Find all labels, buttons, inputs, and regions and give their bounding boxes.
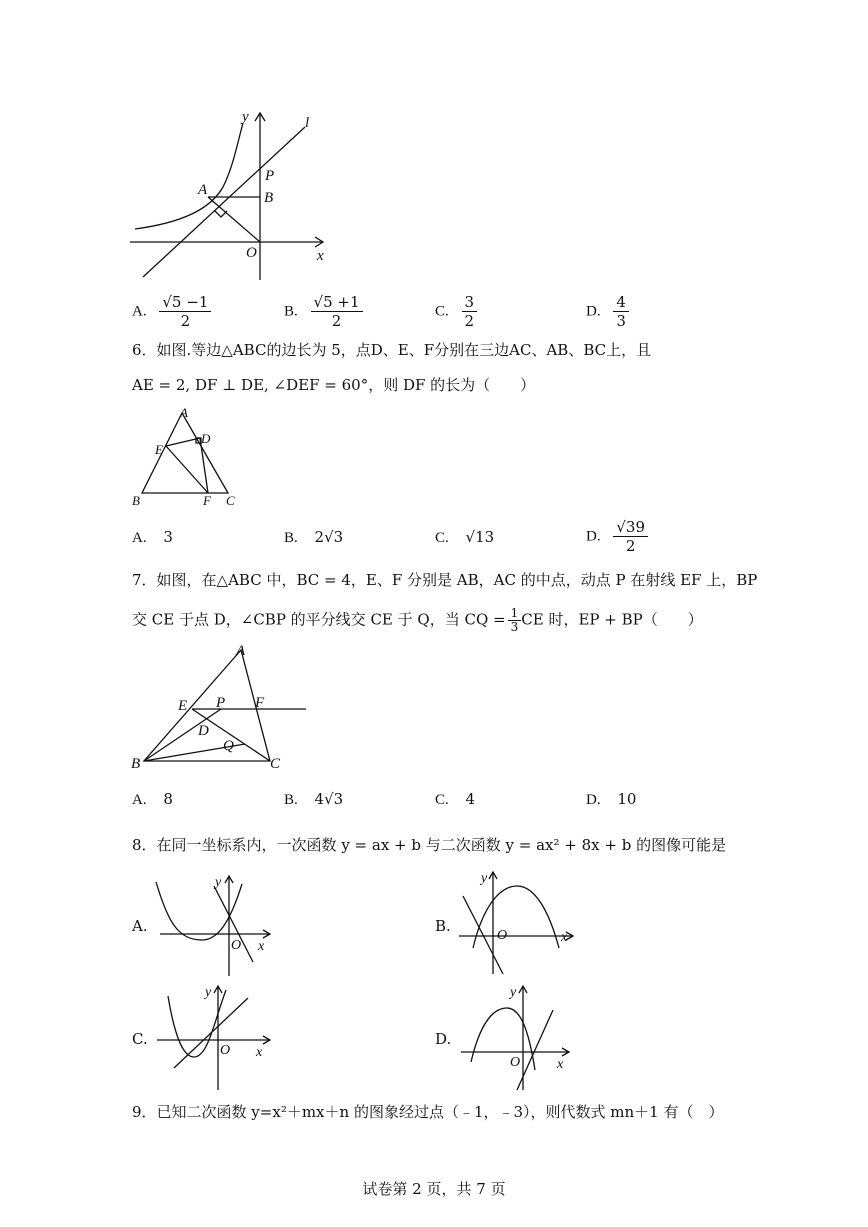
fig7-c-label: C <box>270 756 281 772</box>
option-letter: C. <box>435 792 449 808</box>
fig5-l-label: l <box>305 115 310 131</box>
q8-option-d-letter: D. <box>435 1030 452 1048</box>
graph-d-x-label: x <box>557 1057 564 1072</box>
fig5-x-label: x <box>317 248 324 264</box>
option-numerator: 3 <box>462 293 478 312</box>
q5-option-d[interactable] <box>586 293 629 330</box>
option-letter: B. <box>284 530 298 546</box>
q7-line2-end: CE 时，EP + BP（ ） <box>521 610 703 629</box>
fig6-c-label: C <box>226 493 235 508</box>
option-text: 10 <box>617 790 637 808</box>
q8-option-a-letter: A. <box>132 917 148 935</box>
q5-option-c[interactable] <box>435 293 477 330</box>
option-denominator: 2 <box>625 537 636 555</box>
q5-figure <box>125 105 335 290</box>
q8-graph-a[interactable] <box>150 872 275 980</box>
graph-d-y-label: y <box>510 985 517 1000</box>
graph-b-y-label: y <box>481 871 488 886</box>
q8-graph-c[interactable] <box>152 982 277 1094</box>
q6-option-a[interactable] <box>132 528 173 547</box>
fig7-e-label: E <box>178 698 188 714</box>
option-letter: D. <box>586 303 601 320</box>
graph-d-o-label: O <box>510 1055 521 1070</box>
q8-option-b-letter: B. <box>435 917 451 935</box>
q8-line1: 8．在同一坐标系内，一次函数 y = ax + b 与二次函数 y = ax² + 8x + b 的图像可能是 <box>132 836 727 854</box>
option-letter: A. <box>132 530 147 546</box>
page-footer: 试卷第 2 页，共 7 页 <box>362 1180 506 1198</box>
q8-option-c-letter: C. <box>132 1030 148 1048</box>
fig5-a-label: A <box>198 182 208 198</box>
fig7-f-label: F <box>255 695 265 711</box>
graph-b-x-label: x <box>561 930 568 945</box>
option-denominator: 2 <box>180 312 191 330</box>
option-numerator: √5 +1 <box>311 293 363 312</box>
option-letter: D. <box>586 792 601 808</box>
fig6-e-label: E <box>155 442 163 457</box>
q6-figure <box>128 405 248 510</box>
q8-graph-d[interactable] <box>457 982 582 1094</box>
graph-c-o-label: O <box>220 1043 231 1058</box>
option-letter: C. <box>435 303 449 320</box>
option-text: 4√3 <box>314 790 344 808</box>
q7-fraction-den: 3 <box>510 620 519 634</box>
q6-line2: AE = 2, DF ⊥ DE, ∠DEF = 60°，则 DF 的长为（ ） <box>132 376 536 394</box>
option-letter: C. <box>435 530 449 546</box>
q7-line2-start: 交 CE 于点 D，∠CBP 的平分线交 CE 于 Q，当 CQ = <box>132 610 506 629</box>
fig5-p-label: P <box>265 168 275 184</box>
option-letter: B. <box>284 792 298 808</box>
graph-a-x-label: x <box>258 939 265 954</box>
q7-line1: 7．如图，在△ABC 中，BC = 4，E、F 分别是 AB，AC 的中点，动点 P 在射线 EF 上，BP <box>132 571 758 589</box>
q8-graph-b[interactable] <box>455 866 580 978</box>
option-text: √13 <box>465 528 495 546</box>
option-denominator: 2 <box>464 312 475 330</box>
q7-figure <box>128 640 313 775</box>
q6-line1: 6．如图.等边△ABC的边长为 5，点D、E、F分别在三边AC、AB、BC上，且 <box>132 341 652 359</box>
q7-option-a[interactable] <box>132 790 173 809</box>
fig5-y-label: y <box>242 109 249 125</box>
graph-c-x-label: x <box>256 1045 263 1060</box>
option-denominator: 2 <box>331 312 342 330</box>
option-letter: A. <box>132 792 147 808</box>
q6-option-d[interactable] <box>586 518 648 555</box>
option-numerator: 4 <box>613 293 629 312</box>
option-letter: B. <box>284 303 298 320</box>
q7-fraction-num: 1 <box>508 607 522 621</box>
q7-option-c[interactable] <box>435 790 475 809</box>
fig6-b-label: B <box>132 493 140 508</box>
option-letter: A. <box>132 303 147 320</box>
q5-option-a[interactable] <box>132 293 211 330</box>
option-numerator: √5 −1 <box>159 293 211 312</box>
option-text: 4 <box>465 790 476 808</box>
q7-option-b[interactable] <box>284 790 343 809</box>
graph-a-o-label: O <box>231 938 242 953</box>
option-text: 2√3 <box>314 528 344 546</box>
fig7-d-label: D <box>198 723 209 739</box>
graph-c-y-label: y <box>205 985 212 1000</box>
fig7-q-label: Q <box>223 738 234 754</box>
option-letter: D. <box>586 528 601 545</box>
graph-a-y-label: y <box>215 875 222 890</box>
q6-option-c[interactable] <box>435 528 494 547</box>
fig5-b-label: B <box>264 190 274 206</box>
fig5-o-label: O <box>246 245 257 261</box>
fig7-a-label: A <box>236 643 246 659</box>
fig7-b-label: B <box>131 756 141 772</box>
option-text: 3 <box>163 528 173 546</box>
q7-option-d[interactable] <box>586 790 636 809</box>
option-denominator: 3 <box>616 312 626 330</box>
q7-line2 <box>132 607 703 634</box>
q9-line1: 9．已知二次函数 y=x²＋mx＋n 的图象经过点（﹣1，﹣3），则代数式 mn＋1 有（ ） <box>132 1103 724 1121</box>
fig7-p-label: P <box>216 695 226 711</box>
graph-b-o-label: O <box>497 928 508 943</box>
fig6-f-label: F <box>203 493 211 508</box>
q6-option-b[interactable] <box>284 528 343 547</box>
q5-option-b[interactable] <box>284 293 363 330</box>
fig6-a-label: A <box>180 405 188 420</box>
option-text: 8 <box>163 790 173 808</box>
option-numerator: √39 <box>613 518 648 537</box>
fig6-d-label: D <box>201 431 211 446</box>
